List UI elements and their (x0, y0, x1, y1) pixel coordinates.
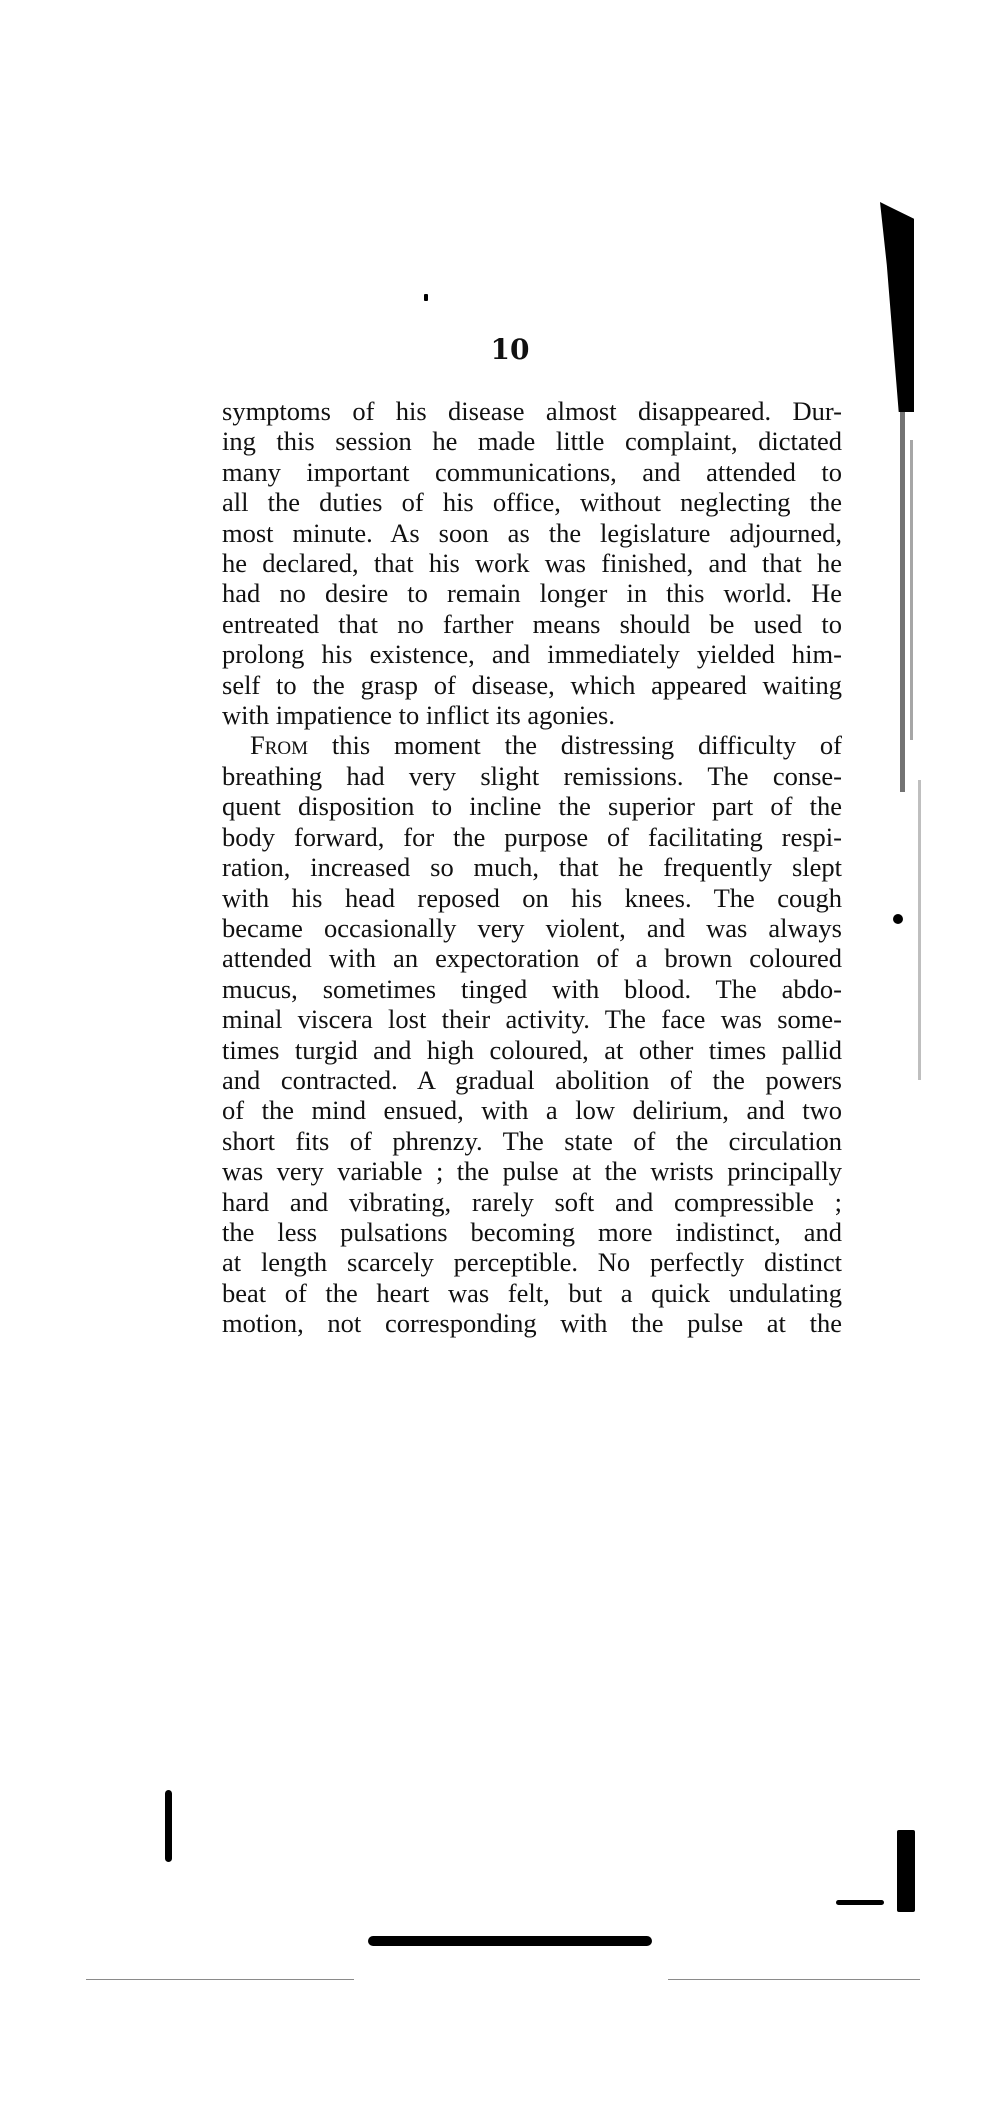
text-line: ration, increased so much, that he frequently slept (222, 852, 842, 883)
text-line: entreated that no farther means should be used to (222, 608, 842, 639)
scan-artifact-right-margin-2 (910, 440, 913, 740)
bottom-rule-right (668, 1979, 920, 1980)
text-line: with impatience to inflict its agonies. (222, 700, 615, 731)
text-line: quent disposition to incline the superior part of the (222, 791, 842, 822)
text-line: many important communications, and attended to (222, 456, 842, 487)
bottom-rule-left (86, 1979, 354, 1980)
page-number: 10 (490, 333, 530, 366)
text-line: ing this session he made little complaint, dictated (222, 426, 842, 457)
paragraph-1 (222, 396, 842, 730)
text-line: times turgid and high coloured, at other times pallid (222, 1034, 842, 1065)
scan-artifact-bottom-right (897, 1830, 915, 1912)
text-line: attended with an expectoration of a brown coloured (222, 943, 842, 974)
scan-artifact-right-edge (880, 202, 914, 412)
text-line: he declared, that his work was finished, and that he (222, 548, 842, 579)
text-line: and contracted. A gradual abolition of the powers (222, 1064, 842, 1095)
body-text (222, 396, 842, 1339)
text-line: had no desire to remain longer in this world. He (222, 578, 842, 609)
scan-dot-top (424, 294, 428, 301)
scan-artifact-bottom-center (368, 1936, 652, 1946)
text-line: self to the grasp of disease, which appeared waiting (222, 669, 842, 700)
text-line: became occasionally very violent, and was always (222, 912, 842, 943)
text-line: body forward, for the purpose of facilitating respi- (222, 821, 842, 852)
text-line: most minute. As soon as the legislature adjourned, (222, 517, 842, 548)
text-line: hard and vibrating, rarely soft and compressible ; (222, 1186, 842, 1217)
scan-artifact-bottom-left (165, 1790, 172, 1862)
text-line-first (222, 730, 842, 760)
lead-word: From (250, 730, 309, 761)
text-line: prolong his existence, and immediately yielded him- (222, 639, 842, 670)
scan-artifact-bottom-right-dash (836, 1900, 884, 1905)
text-line: was very variable ; the pulse at the wrists principally (222, 1156, 842, 1187)
text-line: beat of the heart was felt, but a quick undulating (222, 1277, 842, 1308)
text-line: motion, not corresponding with the pulse at the (222, 1308, 842, 1339)
text-line: the less pulsations becoming more indistinct, and (222, 1216, 842, 1247)
text-line: of the mind ensued, with a low delirium, and two (222, 1095, 842, 1126)
first-line-rest: this moment the distressing difficulty of (308, 730, 842, 761)
paragraph-2 (222, 730, 842, 1338)
text-line: breathing had very slight remissions. The conse- (222, 760, 842, 791)
scan-artifact-right-margin-3 (918, 780, 921, 1080)
text-line: minal viscera lost their activity. The face was some- (222, 1004, 842, 1035)
scan-dot-right (893, 914, 903, 924)
text-line: mucus, sometimes tinged with blood. The abdo- (222, 973, 842, 1004)
text-line: symptoms of his disease almost disappeared. Dur- (222, 396, 842, 426)
text-line: short fits of phrenzy. The state of the circulation (222, 1125, 842, 1156)
text-line: with his head reposed on his knees. The cough (222, 882, 842, 913)
text-line: at length scarcely perceptible. No perfectly distinct (222, 1247, 842, 1278)
text-line: all the duties of his office, without neglecting the (222, 487, 842, 518)
scan-artifact-right-margin (900, 412, 905, 792)
